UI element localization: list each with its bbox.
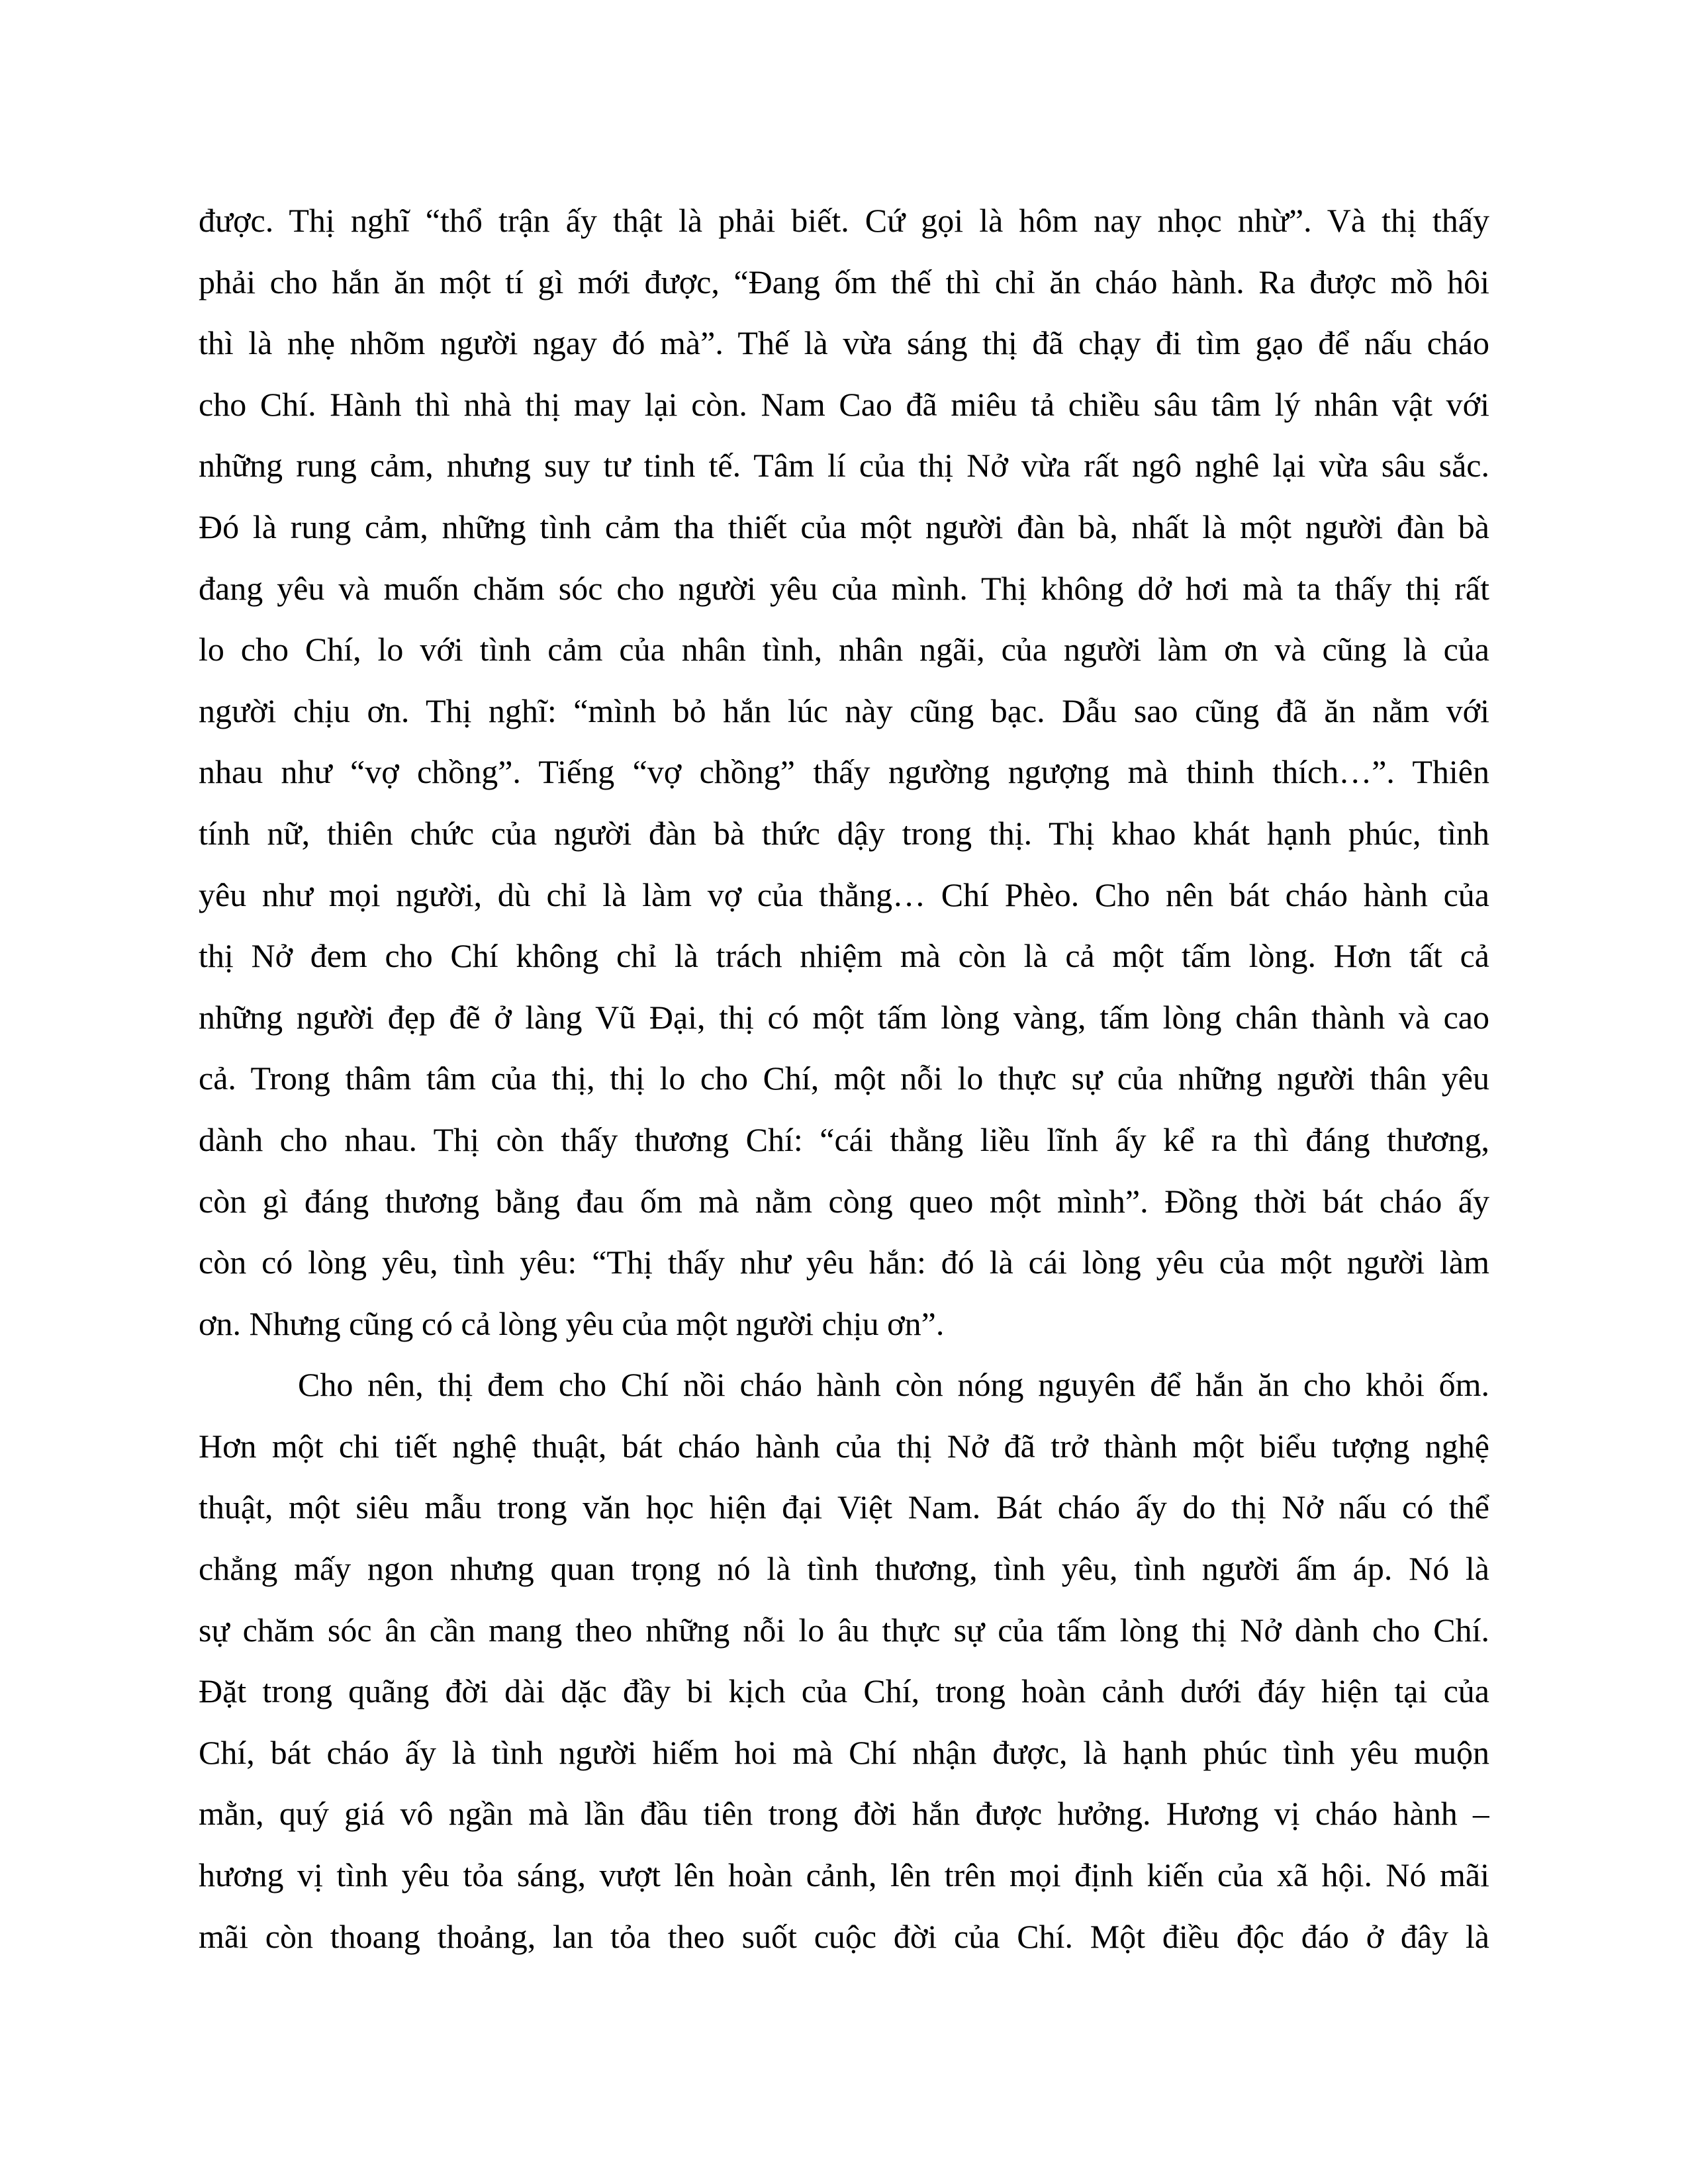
text-line: được. Thị nghĩ “thổ trận ấy thật là phải biết. Cứ gọi là hôm nay nhọc nhừ”. Và thị thấy [199, 202, 1489, 239]
text-line: hương vị tình yêu tỏa sáng, vượt lên hoàn cảnh, lên trên mọi định kiến của xã hội. Nó mãi [199, 1856, 1489, 1894]
text-line: dành cho nhau. Thị còn thấy thương Chí: “cái thằng liều lĩnh ấy kể ra thì đáng thương, [199, 1120, 1489, 1158]
text-line: nhau như “vợ chồng”. Tiếng “vợ chồng” thấy ngường ngượng mà thinh thích…”. Thiên [199, 753, 1489, 791]
text-line: chẳng mấy ngon nhưng quan trọng nó là tình thương, tình yêu, tình người ấm áp. Nó là [199, 1550, 1489, 1588]
text-line: Đặt trong quãng đời dài dặc đầy bi kịch của Chí, trong hoàn cảnh dưới đáy hiện tại của [199, 1672, 1489, 1710]
text-line: sự chăm sóc ân cần mang theo những nỗi lo âu thực sự của tấm lòng thị Nở dành cho Chí. [199, 1611, 1489, 1649]
text-line: phải cho hắn ăn một tí gì mới được, “Đang ốm thế thì chỉ ăn cháo hành. Ra được mồ hôi [199, 263, 1489, 300]
text-line: những rung cảm, nhưng suy tư tinh tế. Tâm lí của thị Nở vừa rất ngô nghê lại vừa sâu sắc. [199, 447, 1489, 484]
text-line: tính nữ, thiên chức của người đàn bà thức dậy trong thị. Thị khao khát hạnh phúc, tình [199, 814, 1489, 852]
text-line: ơn. Nhưng cũng có cả lòng yêu của một người chịu ơn”. [199, 1304, 945, 1342]
text-line: thị Nở đem cho Chí không chỉ là trách nhiệm mà còn là cả một tấm lòng. Hơn tất cả [199, 937, 1489, 975]
text-line: đang yêu và muốn chăm sóc cho người yêu của mình. Thị không dở hơi mà ta thấy thị rất [199, 569, 1489, 607]
text-line: còn có lòng yêu, tình yêu: “Thị thấy như yêu hắn: đó là cái lòng yêu của một người làm [199, 1244, 1489, 1281]
text-line: yêu như mọi người, dù chỉ là làm vợ của thằng… Chí Phèo. Cho nên bát cháo hành của [199, 876, 1489, 913]
document-page [199, 190, 1489, 1967]
text-line: thuật, một siêu mẫu trong văn học hiện đại Việt Nam. Bát cháo ấy do thị Nở nấu có thể [199, 1488, 1489, 1526]
text-line: những người đẹp đẽ ở làng Vũ Đại, thị có một tấm lòng vàng, tấm lòng chân thành và cao [199, 998, 1489, 1036]
text-line: mãi còn thoang thoảng, lan tỏa theo suốt cuộc đời của Chí. Một điều độc đáo ở đây là [199, 1917, 1489, 1955]
text-line: người chịu ơn. Thị nghĩ: “mình bỏ hắn lúc này cũng bạc. Dẫu sao cũng đã ăn nằm với [199, 692, 1489, 729]
text-line: còn gì đáng thương bằng đau ốm mà nằm còng queo một mình”. Đồng thời bát cháo ấy [199, 1182, 1489, 1220]
text-line: Đó là rung cảm, những tình cảm tha thiết của một người đàn bà, nhất là một người đàn bà [199, 508, 1489, 545]
paragraph-1 [199, 190, 1489, 1354]
text-line: lo cho Chí, lo với tình cảm của nhân tình, nhân ngãi, của người làm ơn và cũng là của [199, 631, 1489, 668]
text-line: Chí, bát cháo ấy là tình người hiếm hoi mà Chí nhận được, là hạnh phúc tình yêu muộn [199, 1733, 1489, 1771]
text-line: thì là nhẹ nhõm người ngay đó mà”. Thế là vừa sáng thị đã chạy đi tìm gạo để nấu cháo [199, 324, 1489, 362]
text-line: cho Chí. Hành thì nhà thị may lại còn. Nam Cao đã miêu tả chiều sâu tâm lý nhân vật với [199, 385, 1489, 423]
text-line: Cho nên, thị đem cho Chí nồi cháo hành còn nóng nguyên để hắn ăn cho khỏi ốm. [298, 1366, 1489, 1404]
paragraph-2 [199, 1354, 1489, 1967]
text-line: cả. Trong thâm tâm của thị, thị lo cho Chí, một nỗi lo thực sự của những người thân yêu [199, 1060, 1489, 1097]
text-line: Hơn một chi tiết nghệ thuật, bát cháo hành của thị Nở đã trở thành một biểu tượng nghệ [199, 1427, 1489, 1465]
text-line: mằn, quý giá vô ngần mà lần đầu tiên trong đời hắn được hưởng. Hương vị cháo hành – [199, 1795, 1489, 1833]
